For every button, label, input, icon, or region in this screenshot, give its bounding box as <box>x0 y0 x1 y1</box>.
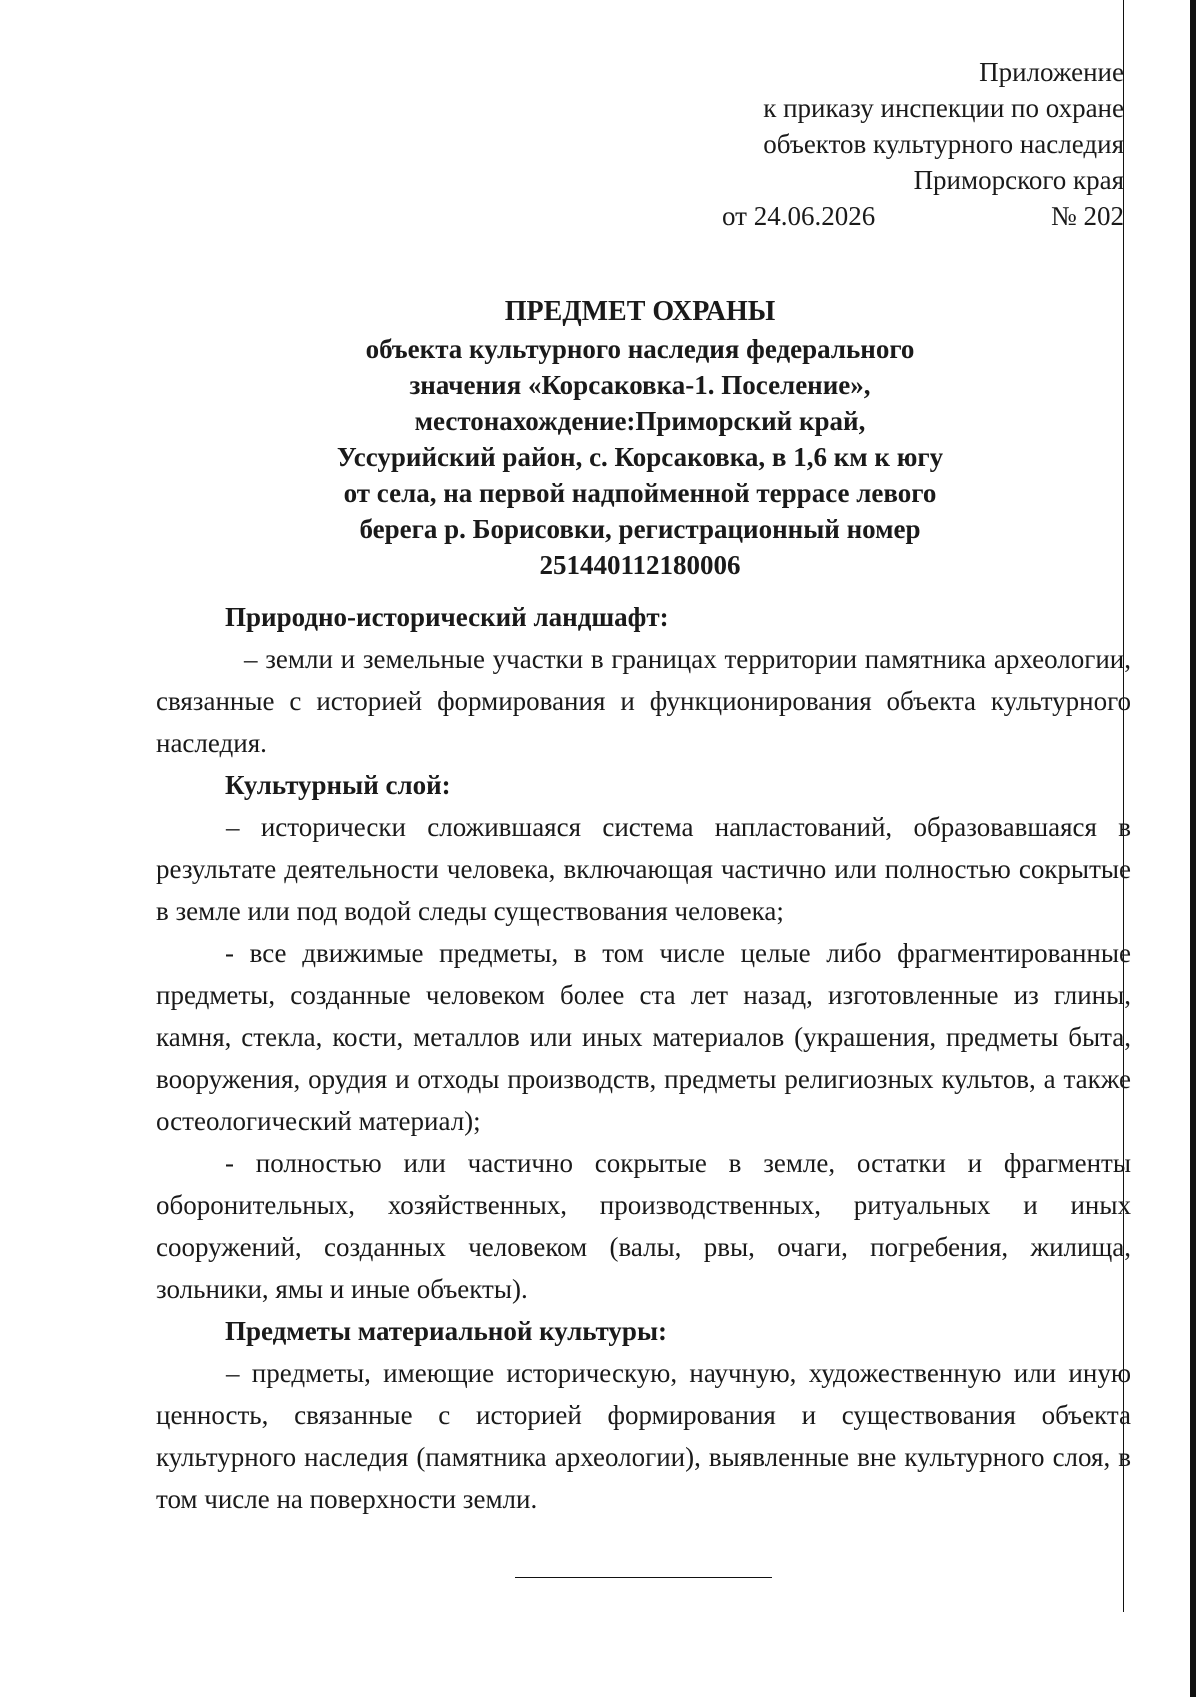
title-line: местонахождение:Приморский край, <box>414 406 866 436</box>
document-title: ПРЕДМЕТ ОХРАНЫ <box>504 296 776 327</box>
order-number: № 202 <box>1050 201 1124 231</box>
section-heading-material-culture: Предметы материальной культуры: <box>225 1316 668 1346</box>
appendix-order-line: к приказу инспекции по охране <box>763 93 1124 123</box>
paragraph: – исторически сложившаяся система напластований, образовавшаяся в результате деятельности человека, включающая частично или полностью сокрытые в земле или под водой следы существования человека; <box>156 812 1131 926</box>
paragraph: - полностью или частично сокрытые в земле, остатки и фрагменты оборонительных, хозяйственных, производственных, ритуальных и иных сооружений, созданных человеком (валы, рвы, очаги, погребения, жилища, зольники, ямы и иные объекты). <box>156 1148 1131 1304</box>
end-of-document-rule <box>515 1577 772 1578</box>
paragraph: – предметы, имеющие историческую, научную, художественную или иную ценность, связанные с историей формирования и существования объекта культурного наследия (памятника археологии), выявленные вне культурного слоя, в том числе на поверхности земли. <box>156 1358 1131 1514</box>
scan-edge-border <box>1190 0 1196 1697</box>
document-body <box>156 596 1131 1520</box>
appendix-region-line: Приморского края <box>913 165 1124 195</box>
appendix-authority-line: объектов культурного наследия <box>763 129 1124 159</box>
document-title-block <box>200 294 1080 583</box>
order-date: от 24.06.2026 <box>722 201 876 231</box>
section-heading-cultural-layer: Культурный слой: <box>225 770 451 800</box>
section-heading-landscape: Природно-исторический ландшафт: <box>225 602 669 632</box>
title-line: берега р. Борисовки, регистрационный номер <box>359 514 921 544</box>
title-line: объекта культурного наследия федерального <box>365 334 915 364</box>
paragraph: - все движимые предметы, в том числе целые либо фрагментированные предметы, созданные человеком более ста лет назад, изготовленные из глины, камня, стекла, кости, металлов или иных материалов (украшения, предметы быта, вооружения, орудия и отходы производств, предметы религиозных культов, а также остеологический материал); <box>156 938 1131 1136</box>
order-date-number-row <box>624 198 1124 234</box>
title-line: значения «Корсаковка-1. Поселение», <box>409 370 871 400</box>
title-line: Уссурийский район, с. Корсаковка, в 1,6 км к югу <box>336 442 944 472</box>
appendix-header <box>624 54 1124 234</box>
paragraph: – земли и земельные участки в границах территории памятника археологии, связанные с историей формирования и функционирования объекта культурного наследия. <box>156 644 1131 758</box>
title-line: от села, на первой надпойменной террасе левого <box>343 478 937 508</box>
appendix-label: Приложение <box>979 57 1124 87</box>
registration-number: 251440112180006 <box>539 550 741 580</box>
